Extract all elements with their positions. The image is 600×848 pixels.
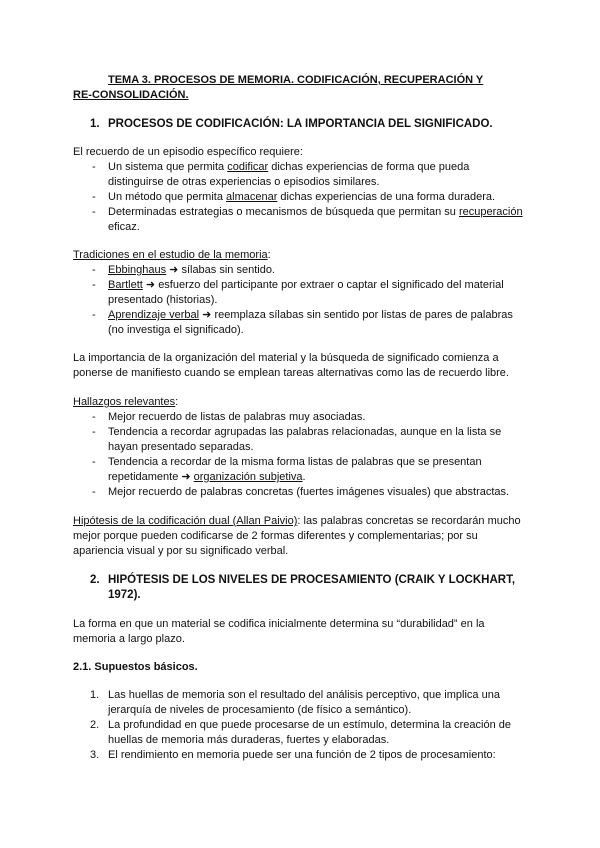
finding-item-3: Tendencia a recordar de la misma forma listas de palabras que se presentan xyxy=(108,456,482,468)
section2-heading-line2: 1972). xyxy=(108,589,141,601)
tradition-item-1: Ebbinghaus ➜ sílabas sin sentido. xyxy=(108,264,275,276)
list-item-number: 1. xyxy=(90,689,100,701)
requirement-item-1-cont: distinguirse de otras experiencias o episodios similares. xyxy=(108,176,380,188)
assumption-item-2-cont: huellas de memoria más duraderas, fuertes y elaboradas. xyxy=(108,734,390,746)
assumption-item-1-cont: jerarquía de niveles de procesamiento (de físico a semántico). xyxy=(108,704,412,716)
requirement-item-3-cont: eficaz. xyxy=(108,221,140,233)
tradition-item-2-cont: presentado (historias). xyxy=(108,294,218,306)
requirement-item-2: Un método que permita almacenar dichas experiencias de una forma duradera. xyxy=(108,191,496,203)
section1-heading: PROCESOS DE CODIFICACIÓN: LA IMPORTANCIA DEL SIGNIFICADO. xyxy=(108,118,493,130)
document-title-line2: RE-CONSOLIDACIÓN. xyxy=(73,89,189,101)
dual-coding-paragraph-line1: Hipótesis de la codificación dual (Allan Paivio): las palabras concretas se recordarán mucho xyxy=(73,515,521,527)
finding-item-2: Tendencia a recordar agrupadas las palabras relacionadas, aunque en la lista se xyxy=(108,426,502,438)
tradition-item-3-cont: (no investiga el significado). xyxy=(108,324,244,336)
durability-paragraph-line1: La forma en que un material se codifica inicialmente determina su “durabilidad” en la xyxy=(73,618,485,630)
finding-item-4: Mejor recuerdo de palabras concretas (fuertes imágenes visuales) que abstractas. xyxy=(108,486,510,498)
tradition-item-3: Aprendizaje verbal ➜ reemplaza sílabas sin sentido por listas de pares de palabras xyxy=(108,309,513,321)
traditions-label: Tradiciones en el estudio de la memoria: xyxy=(73,249,271,261)
bullet-dash: - xyxy=(92,279,96,291)
bullet-dash: - xyxy=(92,161,96,173)
requirement-item-1: Un sistema que permita codificar dichas experiencias de forma que pueda xyxy=(108,161,470,173)
findings-label: Hallazgos relevantes: xyxy=(73,396,179,408)
bullet-dash: - xyxy=(92,411,96,423)
bullet-dash: - xyxy=(92,426,96,438)
subsection-heading: 2.1. Supuestos básicos. xyxy=(73,661,198,673)
requirement-item-3: Determinadas estrategias o mecanismos de búsqueda que permitan su recuperación xyxy=(108,206,523,218)
finding-item-3-cont: repetidamente ➜ organización subjetiva. xyxy=(108,471,306,483)
assumption-item-2: La profundidad en que puede procesarse de un estímulo, determina la creación de xyxy=(108,719,511,731)
organization-paragraph-line1: La importancia de la organización del material y la búsqueda de significado comienza a xyxy=(73,352,499,364)
bullet-dash: - xyxy=(92,191,96,203)
dual-coding-paragraph-line2: mejor porque pueden codificarse de 2 formas diferentes y complementarias; por su xyxy=(73,530,478,542)
list-item-number: 2. xyxy=(90,719,100,731)
dual-coding-paragraph-line3: apariencia visual y por su significado verbal. xyxy=(73,545,289,557)
bullet-dash: - xyxy=(92,456,96,468)
organization-paragraph-line2: ponerse de manifiesto cuando se emplean tareas alternativas como las de recuerdo libre. xyxy=(73,367,509,379)
section2-heading-line1: HIPÓTESIS DE LOS NIVELES DE PROCESAMIENTO (CRAIK Y LOCKHART, xyxy=(108,574,516,586)
finding-item-1: Mejor recuerdo de listas de palabras muy asociadas. xyxy=(108,411,366,423)
list-item-number: 3. xyxy=(90,749,100,761)
bullet-dash: - xyxy=(92,264,96,276)
section2-number: 2. xyxy=(90,574,100,586)
finding-item-2-cont: hayan presentado separadas. xyxy=(108,441,254,453)
section1-number: 1. xyxy=(90,118,100,130)
document-title-line1: TEMA 3. PROCESOS DE MEMORIA. CODIFICACIÓN, RECUPERACIÓN Y xyxy=(108,74,484,86)
assumption-item-3: El rendimiento en memoria puede ser una función de 2 tipos de procesamiento: xyxy=(108,749,496,761)
assumption-item-1: Las huellas de memoria son el resultado del análisis perceptivo, que implica una xyxy=(108,689,500,701)
bullet-dash: - xyxy=(92,486,96,498)
bullet-dash: - xyxy=(92,206,96,218)
bullet-dash: - xyxy=(92,309,96,321)
section1-intro: El recuerdo de un episodio específico requiere: xyxy=(73,146,303,158)
durability-paragraph-line2: memoria a largo plazo. xyxy=(73,633,185,645)
tradition-item-2: Bartlett ➜ esfuerzo del participante por extraer o captar el significado del material xyxy=(108,279,504,291)
